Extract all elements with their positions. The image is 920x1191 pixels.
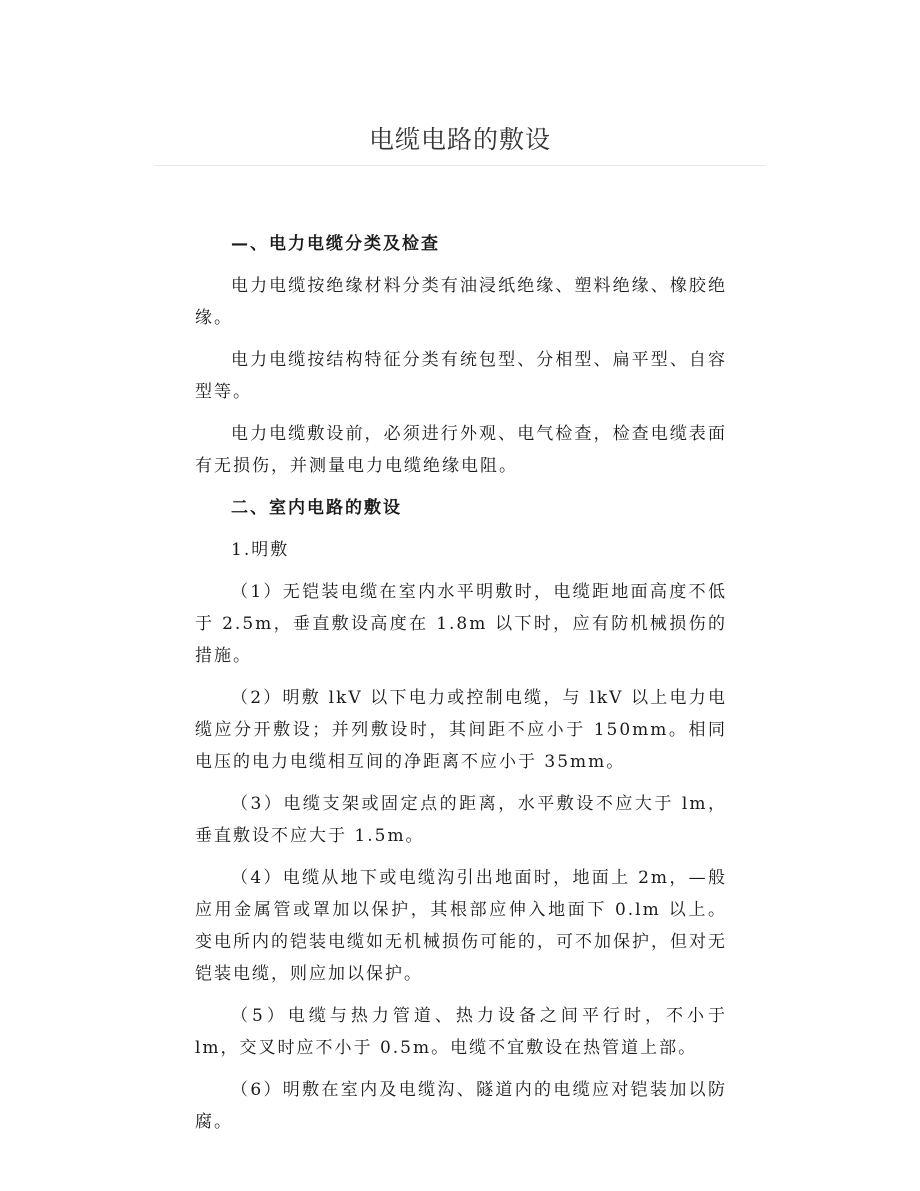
section-heading-2: 二、室内电路的敷设 xyxy=(231,498,402,518)
paragraph: （6）明敷在室内及电缆沟、隧道内的电缆应对铠装加以防腐。 xyxy=(195,1080,727,1132)
page-title: 电缆电路的敷设 xyxy=(368,125,551,154)
paragraph: （4）电缆从地下或电缆沟引出地面时，地面上 2m，—般应用金属管或罩加以保护，其根部应伸入地面下 0.lm 以上。变电所内的铠装电缆如无机械损伤可能的，可不加保护，但对无铠装电缆，则应加以保护。 xyxy=(195,868,727,984)
paragraph: （5）电缆与热力管道、热力设备之间平行时，不小于 lm，交叉时应不小于 0.5m。电缆不宜敷设在热管道上部。 xyxy=(195,1006,727,1058)
paragraph: （3）电缆支架或固定点的距离，水平敷设不应大于 lm，垂直敷设不应大于 1.5m。 xyxy=(195,794,727,846)
paragraph: 电力电缆按结构特征分类有统包型、分相型、扁平型、自容型等。 xyxy=(195,350,727,402)
paragraph: 电力电缆敷设前，必须进行外观、电气检查，检查电缆表面有无损伤，并测量电力电缆绝缘电阻。 xyxy=(195,424,727,476)
document-body xyxy=(195,228,727,1148)
title-divider xyxy=(155,165,765,166)
section-heading-1: —、电力电缆分类及检查 xyxy=(231,234,440,254)
paragraph: （2）明敷 lkV 以下电力或控制电缆，与 lkV 以上电力电缆应分开敷设；并列敷设时，其间距不应小于 150mm。相同电压的电力电缆相互间的净距离不应小于 35mm。 xyxy=(195,688,727,772)
paragraph: 电力电缆按绝缘材料分类有油浸纸绝缘、塑料绝缘、橡胶绝缘。 xyxy=(195,276,727,328)
paragraph: （1）无铠装电缆在室内水平明敷时，电缆距地面高度不低于 2.5m，垂直敷设高度在 1.8m 以下时，应有防机械损伤的措施。 xyxy=(195,582,727,666)
subheading-open-laying: 1.明敷 xyxy=(231,540,290,560)
